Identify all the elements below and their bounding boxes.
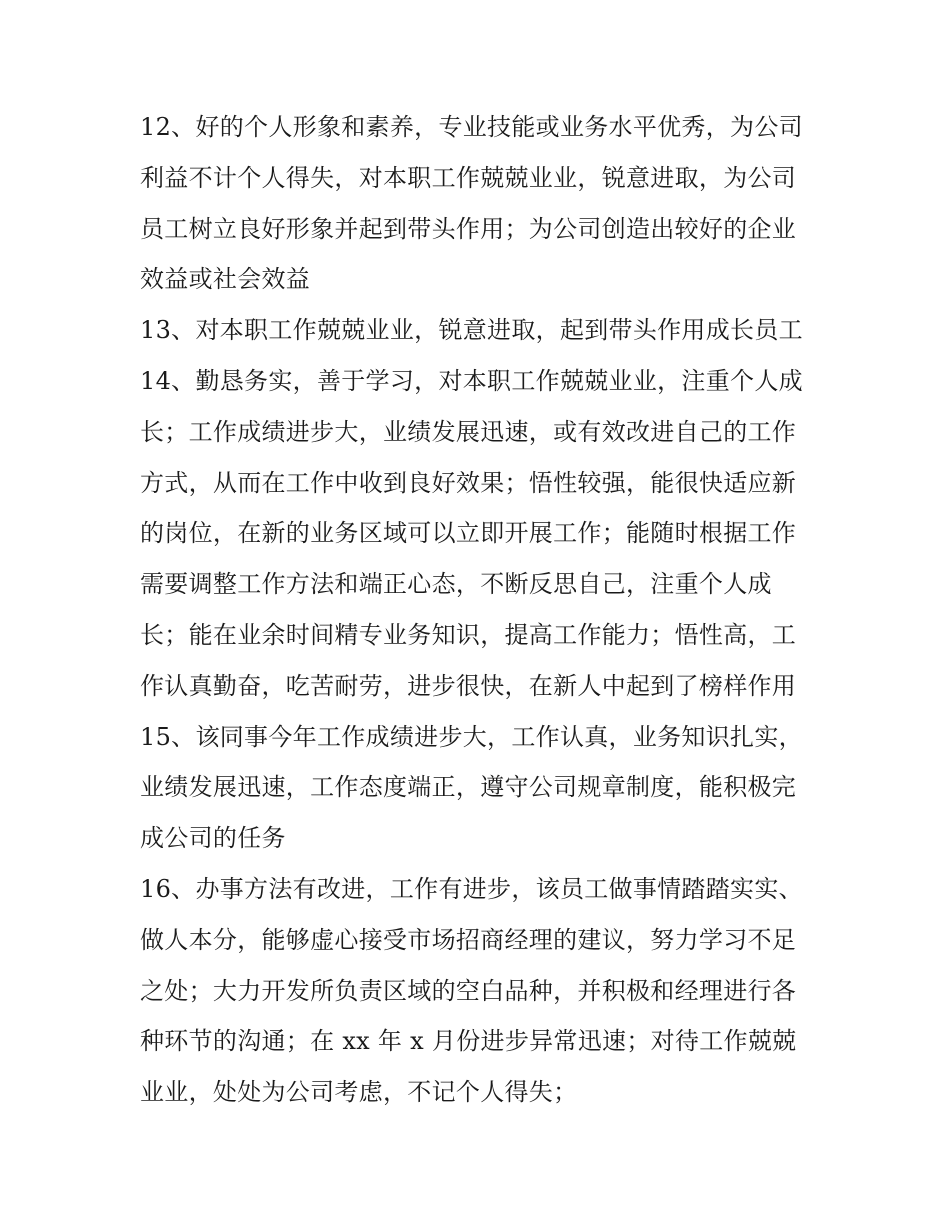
text-line: 12、好的个人形象和素养，专业技能或业务水平优秀，为公司 — [140, 113, 803, 141]
text-line: 长；工作成绩进步大，业绩发展迅速，或有效改进自己的工作 — [140, 417, 797, 446]
text-line: 方式，从而在工作中收到良好效果；悟性较强，能很快适应新 — [140, 468, 797, 497]
text-line: 效益或社会效益 — [140, 265, 311, 294]
text-line: 成公司的任务 — [140, 824, 286, 853]
text-line: 种环节的沟通；在 xx 年 x 月份进步异常迅速；对待工作兢兢 — [140, 1027, 797, 1056]
text-line: 作认真勤奋，吃苦耐劳，进步很快，在新人中起到了榜样作用 — [140, 671, 797, 700]
text-line: 需要调整工作方法和端正心态，不断反思自己，注重个人成 — [140, 570, 772, 599]
text-line: 之处；大力开发所负责区域的空白品种，并积极和经理进行各 — [140, 976, 797, 1005]
text-line: 长；能在业余时间精专业务知识，提高工作能力；悟性高，工 — [140, 620, 797, 649]
text-line: 15、该同事今年工作成绩进步大，工作认真，业务知识扎实， — [140, 722, 803, 751]
text-line: 业业，处处为公司考虑，不记个人得失； — [140, 1078, 578, 1107]
text-line: 业绩发展迅速，工作态度端正，遵守公司规章制度，能积极完 — [140, 773, 797, 802]
text-line: 13、对本职工作兢兢业业，锐意进取，起到带头作用成长员工 — [140, 316, 803, 345]
text-line: 做人本分，能够虚心接受市场招商经理的建议，努力学习不足 — [140, 925, 797, 954]
text-line: 员工树立良好形象并起到带头作用；为公司创造出较好的企业 — [140, 214, 797, 243]
text-line: 14、勤恳务实，善于学习，对本职工作兢兢业业，注重个人成 — [140, 366, 803, 395]
text-line: 的岗位，在新的业务区域可以立即开展工作；能随时根据工作 — [140, 519, 797, 548]
document-body — [140, 102, 812, 1118]
text-line: 利益不计个人得失，对本职工作兢兢业业，锐意进取，为公司 — [140, 163, 797, 192]
text-line: 16、办事方法有改进，工作有进步，该员工做事情踏踏实实、 — [140, 874, 803, 903]
